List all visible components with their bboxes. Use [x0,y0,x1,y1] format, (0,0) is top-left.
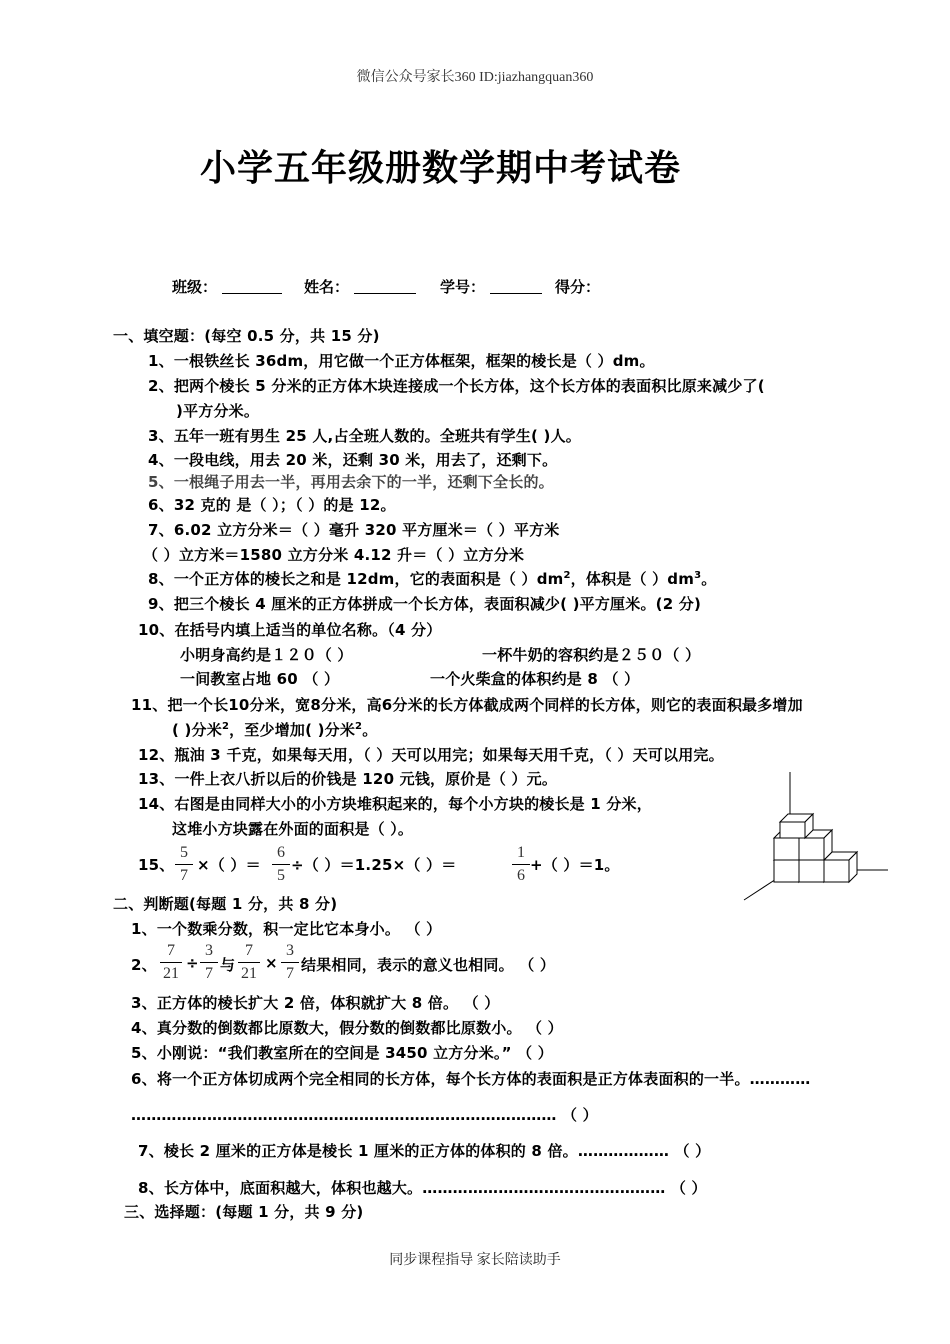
s1-q13: 13、一件上衣八折以后的价钱是 120 元钱，原价是（ ）元。 [138,770,558,788]
cube-bottom-3 [824,852,857,882]
fraction-7-21-b: 7 21 [238,941,260,984]
s1-q8: 8、一个正方体的棱长之和是 12dm，它的表面积是（ ）$dm^2$，体积是（ ）$dm^3$。 [148,570,717,588]
s1-q11b: ( )分米$^2$，至少增加( )分米$^2$。 [172,721,378,739]
id-label: 学号： [440,278,486,296]
s1-q1: 1、一根铁丝长 36dm，用它做一个正方体框架，框架的棱长是（ ）dm。 [148,352,655,370]
s1-q3: 3、五年一班有男生 25 人,占全班人数的。全班共有学生( )人。 [148,427,581,445]
s2-q2-times: × [265,954,278,972]
s1-q11a: 11、把一个长10分米，宽8分米，高6分米的长方体截成两个同样的长方体，则它的表面积最多增加 [131,696,803,714]
s2-q4: 4、真分数的倒数都比原数大，假分数的倒数都比原数小。 （ ） [131,1019,563,1037]
id-blank[interactable] [490,293,542,294]
s1-q12: 12、瓶油 3 千克，如果每天用，（ ）天可以用完；如果每天用千克，（ ）天可以用完。 [138,746,724,764]
cube-top-1 [780,814,813,838]
cube-stack-figure [742,772,892,904]
class-label: 班级： [172,278,218,296]
s1-q10d: 一个火柴盒的体积约是 8 （ ） [430,670,640,688]
s1-q9: 9、把三个棱长 4 厘米的正方体拼成一个长方体，表面积减少( )平方厘米。(2 分) [148,595,702,613]
fraction-7-21-a: 7 21 [160,941,182,984]
fraction-1-6: 1 6 [512,843,530,886]
s1-q7b: （ ）立方米＝1580 立方分米 4.12 升＝（ ）立方分米 [143,546,525,564]
s2-q2-rest: 结果相同，表示的意义也相同。 （ ） [301,956,556,974]
fraction-6-5: 6 5 [272,843,290,886]
s2-q6a: 6、将一个正方体切成两个完全相同的长方体，每个长方体的表面积是正方体表面积的一半。………… [131,1070,811,1088]
s1-q15-label: 15、 [138,856,175,874]
s1-q2b: )平方分米。 [176,402,260,420]
s2-q1: 1、一个数乘分数，积一定比它本身小。 （ ） [131,920,442,938]
footer-text: 同步课程指导 家长陪读助手 [389,1253,561,1268]
s1-q14b: 这堆小方块露在外面的面积是（ ）。 [172,820,414,838]
s1-q2a: 2、把两个棱长 5 分米的正方体木块连接成一个长方体，这个长方体的表面积比原来减少了( [148,377,765,395]
s1-q10a: 小明身高约是１２０（ ） [180,646,353,664]
fraction-3-7-b: 3 7 [281,941,299,984]
class-blank[interactable] [222,293,282,294]
s1-q7a: 7、6.02 立方分米＝（ ）毫升 320 平方厘米＝（ ）平方米 [148,521,560,539]
s1-q15-part1: ×（ ）＝ [197,856,261,874]
s1-q10c: 一间教室占地 60 （ ） [180,670,340,688]
s2-q2-divide: ÷ [186,954,199,972]
s2-q5: 5、小刚说：“我们教室所在的空间是 3450 立方分米。” （ ） [131,1044,553,1062]
s1-q6: 6、32 克的 是（ ）；（ ）的是 12。 [148,496,396,514]
fraction-5-7: 5 7 [175,843,193,886]
s1-q15-part2: ÷（ ）＝1.25×（ ）＝ [291,856,457,874]
page-title: 小学五年级册数学期中考试卷 [200,148,682,189]
name-label: 姓名： [304,278,350,296]
score-label: 得分： [555,278,601,296]
s1-q10b: 一杯牛奶的容积约是２５０（ ） [482,646,701,664]
s2-q3: 3、正方体的棱长扩大 2 倍，体积就扩大 8 倍。 （ ） [131,994,500,1012]
fraction-3-7-a: 3 7 [200,941,218,984]
name-blank[interactable] [354,293,416,294]
s1-q14a: 14、右图是由同样大小的小方块堆积起来的，每个小方块的棱长是 1 分米， [138,795,652,813]
s1-q5: 5、一根绳子用去一半，再用去余下的一半，还剩下全长的。 [148,473,554,491]
s1-q15-part3: +（ ）＝1。 [530,856,620,874]
s2-q8: 8、长方体中，底面积越大，体积也越大。………………………………………… （ ） [138,1179,707,1197]
s2-q2-and: 与 [220,956,236,974]
watermark-header: 微信公众号家长360 ID:jiazhangquan360 [356,70,594,85]
section3-heading: 三、选择题：(每题 1 分，共 9 分) [124,1203,364,1221]
s2-q2-label: 2、 [131,956,157,974]
section2-heading: 二、判断题(每题 1 分，共 8 分) [113,895,338,913]
s2-q6b: ………………………………………………………………………… （ ） [131,1106,598,1124]
s2-q7: 7、棱长 2 厘米的正方体是棱长 1 厘米的正方体的体积的 8 倍。……………… （ ） [138,1142,711,1160]
section1-heading: 一、填空题：(每空 0.5 分，共 15 分) [113,327,380,345]
s1-q4: 4、一段电线，用去 20 米，还剩 30 米，用去了，还剩下。 [148,451,558,469]
s1-q10: 10、在括号内填上适当的单位名称。（4 分） [138,621,442,639]
